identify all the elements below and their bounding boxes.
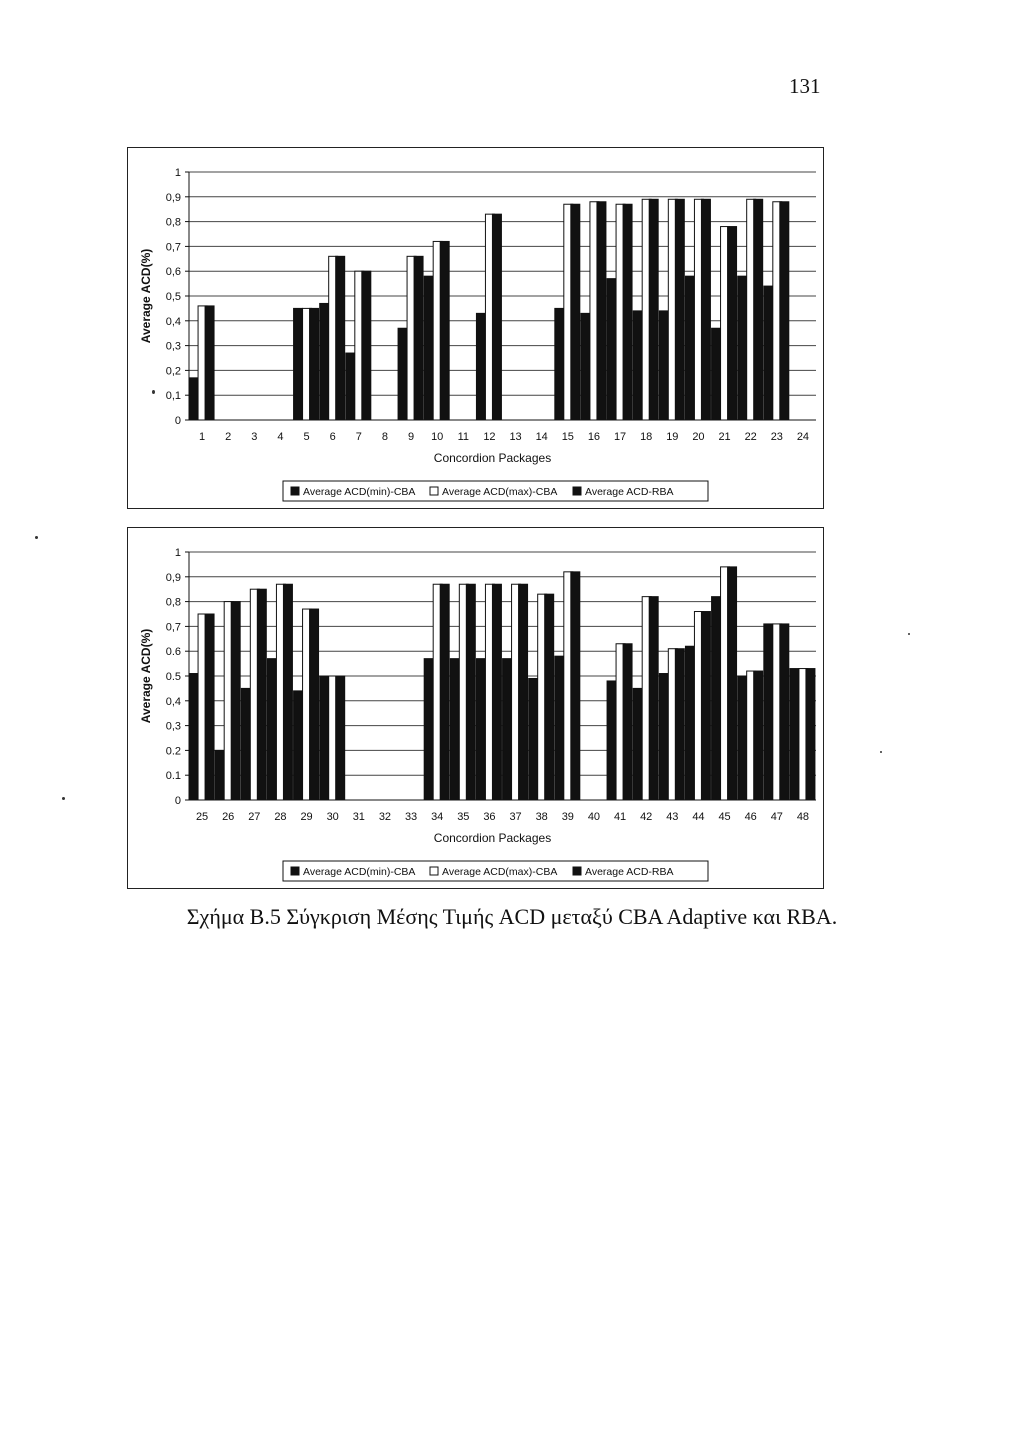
- bar-3-18: [649, 199, 658, 420]
- x-tick-label: 15: [561, 431, 574, 443]
- x-tick-label: 11: [457, 431, 470, 443]
- bar-3-10: [440, 241, 449, 420]
- bar-3-19: [675, 199, 684, 420]
- chart-1-svg: [128, 148, 823, 508]
- bar-3-43: [675, 649, 684, 800]
- bar-1-5: [294, 308, 303, 420]
- y-tick-label: 0,3: [165, 720, 181, 733]
- scan-speck: [880, 751, 882, 753]
- x-tick-label: 39: [561, 811, 574, 823]
- x-tick-label: 1: [199, 431, 206, 443]
- legend-label-1: Average ACD(min)-CBA: [303, 866, 416, 878]
- x-tick-label: 48: [796, 811, 810, 823]
- scan-speck: [152, 390, 155, 394]
- bar-3-12: [492, 214, 501, 420]
- x-tick-label: 17: [613, 431, 627, 443]
- bar-3-6: [336, 256, 345, 420]
- x-tick-label: 13: [509, 431, 522, 443]
- bar-3-36: [492, 584, 501, 800]
- x-tick-label: 23: [770, 431, 783, 443]
- x-tick-label: 20: [692, 431, 705, 443]
- y-tick-label: 0,2: [165, 365, 181, 378]
- x-tick-label: 12: [483, 431, 496, 443]
- x-tick-label: 46: [744, 811, 757, 823]
- page-number: 131: [789, 74, 821, 98]
- legend-swatch-2: [430, 487, 438, 495]
- bar-3-44: [701, 612, 710, 800]
- x-tick-label: 30: [326, 811, 339, 823]
- bar-3-47: [780, 624, 789, 800]
- x-tick-label: 19: [666, 431, 679, 443]
- legend: [283, 861, 708, 881]
- x-tick-label: 21: [718, 431, 731, 443]
- bar-3-37: [519, 584, 528, 800]
- bar-3-27: [257, 589, 266, 800]
- bar-1-36: [476, 659, 485, 800]
- y-tick-label: 0,6: [165, 266, 181, 279]
- bar-1-37: [503, 659, 512, 800]
- chart-2-svg: [128, 528, 823, 888]
- scan-speck: [908, 633, 910, 635]
- bar-3-45: [728, 567, 737, 800]
- x-tick-label: 27: [248, 811, 261, 823]
- x-tick-label: 28: [274, 811, 287, 823]
- y-tick-label: 0.2: [165, 745, 181, 758]
- x-axis-title: Concordion Packages: [433, 451, 552, 465]
- x-tick-label: 38: [535, 811, 548, 823]
- x-axis-title: Concordion Packages: [433, 831, 552, 845]
- bar-3-46: [754, 671, 763, 800]
- bar-1-21: [712, 328, 721, 420]
- legend-label-1: Average ACD(min)-CBA: [303, 486, 416, 498]
- bar-1-6: [320, 303, 329, 420]
- bar-1-16: [581, 313, 590, 420]
- bar-1-38: [529, 678, 538, 800]
- legend: [283, 481, 708, 501]
- y-tick-label: 0,4: [165, 315, 181, 328]
- bar-1-30: [320, 676, 329, 800]
- bar-1-23: [764, 286, 773, 420]
- bar-1-9: [398, 328, 407, 420]
- legend-swatch-3: [573, 487, 581, 495]
- bar-1-19: [659, 311, 668, 420]
- bar-3-28: [283, 584, 292, 800]
- x-tick-label: 24: [796, 431, 810, 443]
- bar-3-15: [571, 204, 580, 420]
- bar-1-28: [267, 659, 276, 800]
- x-tick-label: 43: [666, 811, 679, 823]
- legend-swatch-1: [291, 487, 299, 495]
- x-tick-label: 41: [613, 811, 627, 823]
- y-tick-label: 0: [174, 415, 181, 427]
- bar-1-43: [659, 674, 668, 800]
- x-tick-label: 16: [587, 431, 601, 443]
- figure-caption: Σχήμα Β.5 Σύγκριση Μέσης Τιμής ACD μεταξύ CBA Adaptive και RBA.: [186, 904, 838, 929]
- scan-speck: [35, 536, 38, 539]
- x-tick-label: 35: [457, 811, 470, 823]
- bar-3-9: [414, 256, 423, 420]
- x-tick-label: 26: [222, 811, 235, 823]
- bar-1-26: [215, 750, 224, 800]
- bar-1-29: [294, 691, 303, 800]
- y-tick-label: 0,7: [165, 621, 181, 634]
- y-axis-title: Average ACD(%): [139, 248, 153, 344]
- bar-3-35: [466, 584, 475, 800]
- bar-3-1: [205, 306, 214, 420]
- bar-1-7: [346, 353, 355, 420]
- x-tick-label: 37: [509, 811, 522, 823]
- y-tick-label: 0.1: [165, 770, 181, 783]
- legend-label-2: Average ACD(max)-CBA: [442, 866, 558, 878]
- x-tick-label: 7: [355, 431, 362, 443]
- x-tick-label: 42: [640, 811, 653, 823]
- x-tick-label: 40: [587, 811, 601, 823]
- bar-3-23: [780, 202, 789, 420]
- bar-3-21: [728, 227, 737, 420]
- bar-3-42: [649, 597, 658, 800]
- x-tick-label: 2: [225, 431, 232, 443]
- bar-1-44: [685, 646, 694, 800]
- x-tick-label: 3: [251, 431, 258, 443]
- x-tick-label: 33: [404, 811, 418, 823]
- y-tick-label: 0,3: [165, 340, 181, 353]
- x-tick-label: 45: [718, 811, 731, 823]
- x-tick-label: 8: [381, 431, 388, 443]
- legend-swatch-1: [291, 867, 299, 875]
- bar-1-1: [189, 378, 198, 420]
- x-tick-label: 22: [744, 431, 757, 443]
- bar-1-17: [607, 279, 616, 420]
- y-tick-label: 0,8: [165, 216, 181, 229]
- y-tick-label: 0.6: [165, 646, 181, 659]
- bar-1-34: [424, 659, 433, 800]
- y-axis-title: Average ACD(%): [139, 628, 153, 724]
- legend-swatch-2: [430, 867, 438, 875]
- x-tick-label: 34: [431, 811, 444, 823]
- x-tick-label: 32: [378, 811, 392, 823]
- bar-3-34: [440, 584, 449, 800]
- bar-3-16: [597, 202, 606, 420]
- x-tick-label: 25: [195, 811, 209, 823]
- y-tick-label: 0,9: [165, 191, 181, 204]
- legend-label-2: Average ACD(max)-CBA: [442, 486, 558, 498]
- bar-3-17: [623, 204, 632, 420]
- bar-3-30: [336, 676, 345, 800]
- bar-1-46: [738, 676, 747, 800]
- bar-1-47: [764, 624, 773, 800]
- bar-3-22: [754, 199, 763, 420]
- y-tick-label: 0,4: [165, 695, 181, 708]
- x-tick-label: 5: [303, 431, 310, 443]
- bar-3-29: [310, 609, 319, 800]
- bar-1-20: [685, 276, 694, 420]
- bar-3-48: [806, 669, 815, 800]
- scan-speck: [62, 797, 65, 800]
- x-tick-label: 14: [535, 431, 548, 443]
- x-tick-label: 10: [431, 431, 444, 443]
- y-tick-label: 0,1: [165, 390, 181, 403]
- y-tick-label: 0.5: [165, 671, 181, 683]
- bar-1-42: [633, 688, 642, 800]
- legend-swatch-3: [573, 867, 581, 875]
- bar-1-12: [476, 313, 485, 420]
- legend-label-3: Average ACD-RBA: [585, 486, 674, 498]
- y-tick-label: 0,5: [165, 291, 181, 303]
- x-tick-label: 29: [300, 811, 313, 823]
- chart-2-frame: [127, 527, 824, 889]
- chart-1-frame: [127, 147, 824, 509]
- bar-1-35: [450, 659, 459, 800]
- bar-1-18: [633, 311, 642, 420]
- x-tick-label: 18: [640, 431, 653, 443]
- bar-3-5: [310, 308, 319, 420]
- y-tick-label: 0,9: [165, 571, 181, 584]
- bar-3-41: [623, 644, 632, 800]
- bar-1-25: [189, 674, 198, 800]
- bar-3-25: [205, 614, 214, 800]
- bar-3-20: [701, 199, 710, 420]
- bar-1-45: [712, 597, 721, 800]
- bar-3-39: [571, 572, 580, 800]
- bar-1-10: [424, 276, 433, 420]
- x-tick-label: 4: [277, 431, 284, 443]
- x-tick-label: 44: [692, 811, 705, 823]
- legend-label-3: Average ACD-RBA: [585, 866, 674, 878]
- bar-1-15: [555, 308, 564, 420]
- bar-3-7: [362, 271, 371, 420]
- y-tick-label: 0,8: [165, 596, 181, 609]
- bar-1-39: [555, 656, 564, 800]
- x-tick-label: 9: [408, 431, 415, 443]
- bar-3-38: [545, 594, 554, 800]
- y-tick-label: 1: [174, 167, 181, 179]
- x-tick-label: 36: [483, 811, 496, 823]
- bar-1-41: [607, 681, 616, 800]
- y-tick-label: 1: [174, 547, 181, 559]
- bar-1-27: [241, 688, 250, 800]
- x-tick-label: 6: [329, 431, 336, 443]
- bar-3-26: [231, 602, 240, 800]
- bar-1-48: [790, 669, 799, 800]
- y-tick-label: 0,7: [165, 241, 181, 254]
- x-tick-label: 31: [352, 811, 365, 823]
- bar-1-22: [738, 276, 747, 420]
- y-tick-label: 0: [174, 795, 181, 807]
- x-tick-label: 47: [770, 811, 783, 823]
